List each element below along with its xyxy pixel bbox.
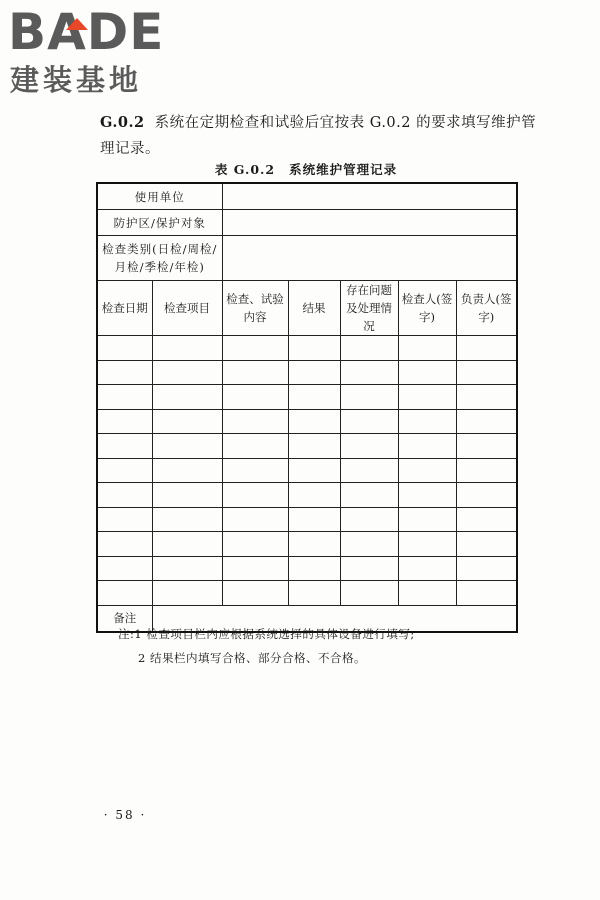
table-title: 系统维护管理记录 <box>289 162 398 177</box>
table-cell[interactable] <box>456 581 517 606</box>
table-cell[interactable] <box>288 409 340 434</box>
info-label-unit: 使用单位 <box>97 183 222 210</box>
table-cell[interactable] <box>340 483 398 508</box>
table-cell[interactable] <box>97 336 152 361</box>
table-cell[interactable] <box>340 532 398 557</box>
table-cell[interactable] <box>456 409 517 434</box>
table-cell[interactable] <box>340 581 398 606</box>
table-cell[interactable] <box>288 556 340 581</box>
table-cell[interactable] <box>398 360 456 385</box>
table-cell[interactable] <box>222 581 288 606</box>
table-row <box>97 556 517 581</box>
table-cell[interactable] <box>398 458 456 483</box>
note-item-2: 2 结果栏内填写合格、部分合格、不合格。 <box>138 651 366 665</box>
page-number: · 58 · <box>103 808 147 822</box>
table-cell[interactable] <box>456 360 517 385</box>
table-row <box>97 409 517 434</box>
table-cell[interactable] <box>152 336 222 361</box>
note-item-1: 注:1 检查项目栏内应根据系统选择的具体设备进行填写; <box>118 627 415 641</box>
table-notes <box>118 622 538 670</box>
table-cell[interactable] <box>97 434 152 459</box>
table-row <box>97 581 517 606</box>
table-cell[interactable] <box>222 336 288 361</box>
table-cell[interactable] <box>288 507 340 532</box>
col-header-result: 结果 <box>288 281 340 336</box>
info-value-category[interactable] <box>222 236 517 281</box>
table-cell[interactable] <box>97 483 152 508</box>
info-row-zone <box>97 210 517 236</box>
table-cell[interactable] <box>222 458 288 483</box>
logo-chinese-name: 建装基地 <box>10 63 143 97</box>
table-cell[interactable] <box>97 581 152 606</box>
table-cell[interactable] <box>456 483 517 508</box>
table-cell[interactable] <box>340 385 398 410</box>
col-header-item: 检查项目 <box>152 281 222 336</box>
table-cell[interactable] <box>152 360 222 385</box>
table-row <box>97 360 517 385</box>
table-cell[interactable] <box>288 336 340 361</box>
table-cell[interactable] <box>398 483 456 508</box>
table-cell[interactable] <box>288 434 340 459</box>
table-cell[interactable] <box>340 336 398 361</box>
table-cell[interactable] <box>398 581 456 606</box>
table-cell[interactable] <box>152 483 222 508</box>
table-cell[interactable] <box>398 409 456 434</box>
table-cell[interactable] <box>398 556 456 581</box>
col-header-date: 检查日期 <box>97 281 152 336</box>
table-cell[interactable] <box>288 360 340 385</box>
table-row <box>97 434 517 459</box>
table-cell[interactable] <box>340 507 398 532</box>
table-cell[interactable] <box>398 336 456 361</box>
table-number: 表 G.0.2 <box>214 162 276 177</box>
table-cell[interactable] <box>398 507 456 532</box>
clause-paragraph <box>100 110 540 162</box>
info-row-unit <box>97 183 517 210</box>
table-cell[interactable] <box>456 556 517 581</box>
table-cell[interactable] <box>222 434 288 459</box>
table-cell[interactable] <box>288 532 340 557</box>
table-cell[interactable] <box>456 434 517 459</box>
bade-logo <box>8 4 178 96</box>
table-cell[interactable] <box>456 336 517 361</box>
table-cell[interactable] <box>456 458 517 483</box>
logo-triangle-icon <box>66 18 88 30</box>
table-cell[interactable] <box>456 532 517 557</box>
table-cell[interactable] <box>152 581 222 606</box>
table-cell[interactable] <box>222 532 288 557</box>
table-cell[interactable] <box>340 556 398 581</box>
table-cell[interactable] <box>222 483 288 508</box>
table-cell[interactable] <box>97 507 152 532</box>
table-row <box>97 507 517 532</box>
table-cell[interactable] <box>152 385 222 410</box>
col-header-content: 检查、试验内容 <box>222 281 288 336</box>
table-cell[interactable] <box>398 434 456 459</box>
table-cell[interactable] <box>340 360 398 385</box>
table-cell[interactable] <box>152 409 222 434</box>
table-cell[interactable] <box>456 507 517 532</box>
clause-text: 系统在定期检查和试验后宜按表 G.0.2 的要求填写维护管理记录。 <box>100 115 537 157</box>
table-cell[interactable] <box>340 409 398 434</box>
table-cell[interactable] <box>152 556 222 581</box>
table-cell[interactable] <box>97 385 152 410</box>
table-cell[interactable] <box>222 385 288 410</box>
table-cell[interactable] <box>97 458 152 483</box>
info-value-zone[interactable] <box>222 210 517 236</box>
table-cell[interactable] <box>97 532 152 557</box>
table-cell[interactable] <box>97 360 152 385</box>
table-cell[interactable] <box>152 434 222 459</box>
table-cell[interactable] <box>152 458 222 483</box>
table-cell[interactable] <box>97 409 152 434</box>
table-row <box>97 532 517 557</box>
logo-word: BADE <box>8 3 165 61</box>
table-cell[interactable] <box>340 458 398 483</box>
info-row-category <box>97 236 517 281</box>
table-cell[interactable] <box>222 507 288 532</box>
table-cell[interactable] <box>456 385 517 410</box>
table-row <box>97 458 517 483</box>
column-header-row <box>97 281 517 336</box>
table-row <box>97 483 517 508</box>
table-cell[interactable] <box>288 483 340 508</box>
table-cell[interactable] <box>288 581 340 606</box>
col-header-issues: 存在问题及处理情况 <box>340 281 398 336</box>
table-row <box>97 385 517 410</box>
table-cell[interactable] <box>97 556 152 581</box>
remarks-label: 备注 <box>97 605 152 632</box>
table-caption <box>96 160 516 178</box>
table-cell[interactable] <box>222 360 288 385</box>
clause-code: G.0.2 <box>100 114 145 131</box>
table-cell[interactable] <box>398 532 456 557</box>
maintenance-record-table <box>96 182 518 633</box>
info-label-category: 检查类别(日检/周检/月检/季检/年检) <box>97 236 222 281</box>
col-header-inspector: 检查人(签字) <box>398 281 456 336</box>
table-cell[interactable] <box>288 458 340 483</box>
table-cell[interactable] <box>222 409 288 434</box>
table-cell[interactable] <box>152 507 222 532</box>
table-cell[interactable] <box>288 385 340 410</box>
col-header-supervisor: 负责人(签字) <box>456 281 517 336</box>
table-cell[interactable] <box>398 385 456 410</box>
info-value-unit[interactable] <box>222 183 517 210</box>
info-label-zone: 防护区/保护对象 <box>97 210 222 236</box>
table-cell[interactable] <box>222 556 288 581</box>
table-row <box>97 336 517 361</box>
table-cell[interactable] <box>152 532 222 557</box>
table-cell[interactable] <box>340 434 398 459</box>
